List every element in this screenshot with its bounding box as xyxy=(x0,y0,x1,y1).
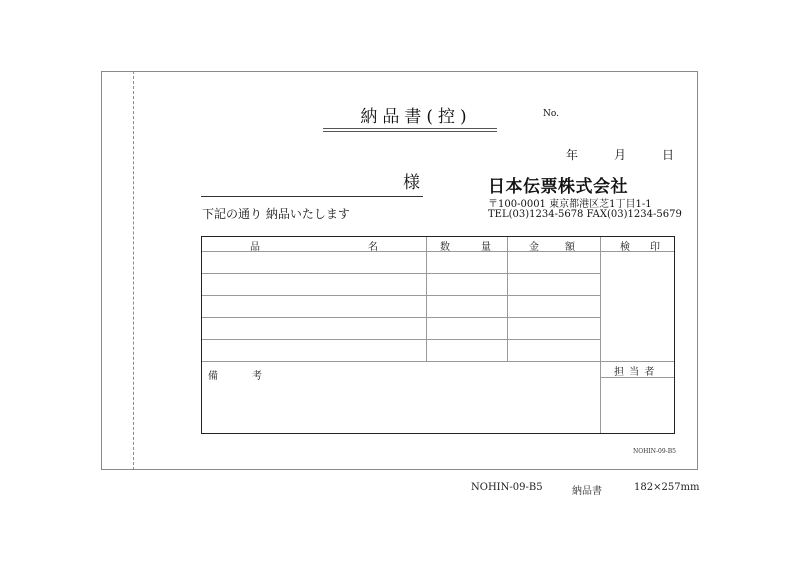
footer-product-size: 182×257mm xyxy=(634,482,700,493)
table-row-rule xyxy=(202,317,600,318)
number-label: No. xyxy=(543,109,559,119)
items-table xyxy=(201,236,675,434)
column-divider-qty xyxy=(426,237,427,361)
date-day-label: 日 xyxy=(662,148,675,162)
header-qty-2: 量 xyxy=(481,242,491,253)
header-item-1: 品 xyxy=(250,242,260,253)
company-name: 日本伝票株式会社 xyxy=(488,177,628,197)
header-amount-2: 額 xyxy=(565,242,575,253)
title-underline-top xyxy=(323,128,497,129)
header-inspection-2: 印 xyxy=(650,242,660,253)
company-address: 〒100-0001 東京都港区芝1丁目1-1 xyxy=(488,199,652,210)
remarks-label-1: 備 xyxy=(208,371,218,382)
perforation-line xyxy=(133,71,134,470)
table-row-rule xyxy=(202,295,600,296)
footer-product-name: 納品書 xyxy=(572,486,602,497)
footer-product-code: NOHIN-09-B5 xyxy=(471,482,543,493)
customer-honorific: 様 xyxy=(403,173,420,193)
greeting-text: 下記の通り 納品いたします xyxy=(202,207,350,221)
table-header-rule xyxy=(202,251,674,252)
remarks-label-2: 考 xyxy=(252,371,262,382)
table-row-rule xyxy=(202,339,600,340)
staff-label: 担 当 者 xyxy=(614,367,656,378)
header-item-2: 名 xyxy=(368,242,378,253)
table-row-rule xyxy=(202,273,600,274)
title-underline-bottom xyxy=(323,131,497,132)
header-inspection-1: 検 xyxy=(620,242,630,253)
column-divider-inspection xyxy=(600,237,601,433)
form-code-small: NOHIN-09-B5 xyxy=(633,448,676,455)
company-phone: TEL(03)1234-5678 FAX(03)1234-5679 xyxy=(488,209,682,220)
remarks-rule xyxy=(202,361,674,362)
date-year-label: 年 xyxy=(566,148,579,162)
form-title: 納品書(控) xyxy=(360,107,472,127)
column-divider-amount xyxy=(507,237,508,361)
header-qty-1: 数 xyxy=(440,242,450,253)
customer-name-line xyxy=(201,196,423,197)
date-month-label: 月 xyxy=(614,148,627,162)
header-amount-1: 金 xyxy=(529,242,539,253)
